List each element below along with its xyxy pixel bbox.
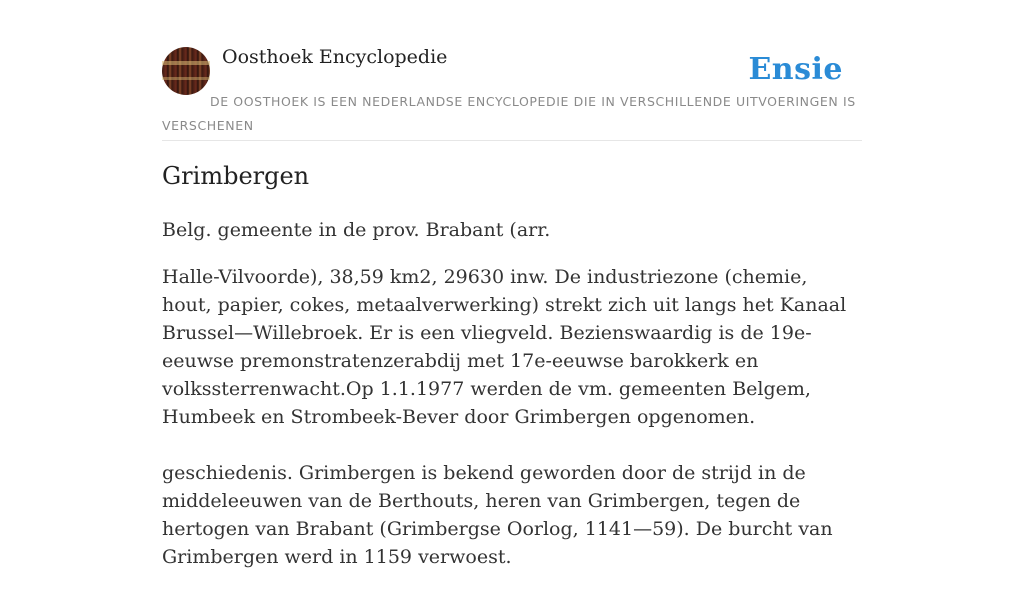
page-container (162, 0, 862, 568)
article-paragraph: geschiedenis. Grimbergen is bekend geworden door de strijd in de middeleeuwen van de Berthouts, heren van Grimbergen, tegen de hertogen van Brabant (Grimbergse Oorlog, 1141—59). De burcht van Grimbergen werd in 1159 verwoest. (162, 462, 833, 568)
article-lead: Belg. gemeente in de prov. Brabant (arr. (162, 219, 551, 241)
publication-header (162, 0, 862, 141)
article-paragraph: Halle-Vilvoorde), 38,59 km2, 29630 inw. De industriezone (chemie, hout, papier, cokes, metaalverwerking) strekt zich uit langs het Kanaal Brussel—Willebroek. Er is een vliegveld. Bezienswaardig is de 19e-eeuwse premonstratenzerabdij met 17e-eeuwse barokkerk en volkssterrenwacht.Op 1.1.1977 werden de vm. gemeenten Belgem, Humbeek en Strombeek-Bever door Grimbergen opgenomen. (162, 266, 847, 428)
publication-tagline: DE OOSTHOEK IS EEN NEDERLANDSE ENCYCLOPEDIE DIE IN VERSCHILLENDE UITVOERINGEN IS VERSCHENEN (162, 94, 856, 133)
publication-name-link[interactable]: Oosthoek Encyclopedie (222, 46, 448, 68)
publication-avatar[interactable] (162, 47, 210, 95)
ensie-logo-link[interactable]: Ensie (748, 52, 843, 87)
article-body (162, 263, 862, 599)
article-title: Grimbergen (162, 162, 310, 190)
